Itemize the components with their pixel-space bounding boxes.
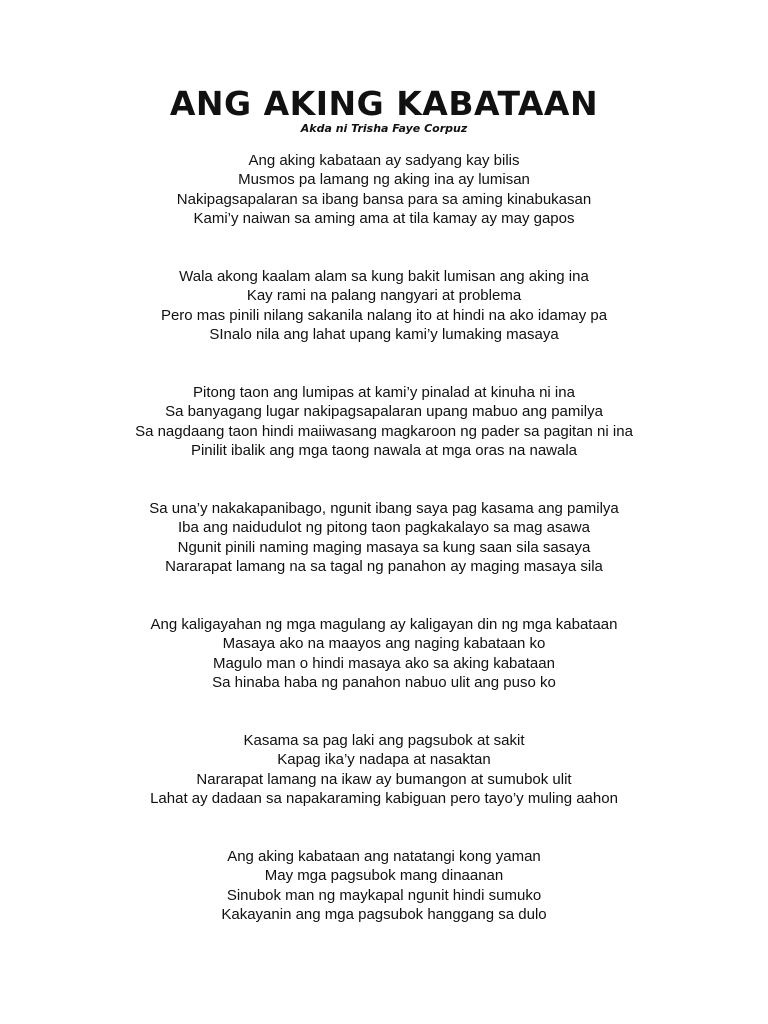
poem-line: Ngunit pinili naming maging masaya sa kung saan sila sasaya [177,538,591,556]
poem-line: Masaya ako na maayos ang naging kabataan ko [222,635,546,653]
poem-line: Magulo man o hindi masaya ako sa aking kabataan [213,654,555,672]
poem-line: Sa una’y nakakapanibago, ngunit ibang saya pag kasama ang pamilya [149,500,619,517]
stanza-2 [0,267,768,345]
poem-line: Musmos pa lamang ng aking ina ay lumisan [238,171,530,189]
stanza-4 [0,499,768,577]
poem-line: Sinubok man ng maykapal ngunit hindi sumuko [226,886,542,904]
poem-title: ANG AKING KABATAAN [169,84,599,123]
poem-line: Ang kaligayahan ng mga magulang ay kaligayan din ng mga kabataan [150,616,618,633]
poem-line: Kay rami na palang nangyari at problema [246,287,522,305]
stanza-3 [0,383,768,461]
stanza-5 [0,615,768,693]
poem-line: Kami’y naiwan sa aming ama at tila kamay ay may gapos [193,210,575,228]
stanza-1 [0,151,768,229]
poem-line: Pero mas pinili nilang sakanila nalang ito at hindi na ako idamay pa [160,306,608,324]
poem-line: Lahat ay dadaan sa napakaraming kabiguan pero tayo’y muling aahon [150,790,618,808]
poem-line: Wala akong kaalam alam sa kung bakit lumisan ang aking ina [179,268,589,285]
author-byline: Akda ni Trisha Faye Corpuz [300,122,468,135]
poem-line: Nararapat lamang na ikaw ay bumangon at sumubok ulit [196,770,572,788]
poem-line: Sa hinaba haba ng panahon nabuo ulit ang puso ko [212,674,556,692]
poem-line: Kakayanin ang mga pagsubok hanggang sa dulo [221,906,547,924]
stanza-6 [0,731,768,809]
poem-line: Kasama sa pag laki ang pagsubok at sakit [243,732,525,749]
poem-line: Sa nagdaang taon hindi maiiwasang magkaroon ng pader sa pagitan ni ina [135,422,633,440]
poem-line: SInalo nila ang lahat upang kami’y lumaking masaya [209,326,559,344]
poem-line: Sa banyagang lugar nakipagsapalaran upang mabuo ang pamilya [165,403,603,421]
poem-line: Ang aking kabataan ay sadyang kay bilis [248,152,520,169]
poem-line: Nakipagsapalaran sa ibang bansa para sa aming kinabukasan [176,190,592,208]
poem-line: Ang aking kabataan ang natatangi kong yaman [227,848,541,865]
poem-line: Pitong taon ang lumipas at kami’y pinalad at kinuha ni ina [193,384,575,401]
poem-line: Iba ang naidudulot ng pitong taon pagkakalayo sa mag asawa [178,519,590,537]
stanza-7 [0,847,768,925]
poem-line: Kapag ika’y nadapa at nasaktan [277,751,491,769]
poem-line: Nararapat lamang na sa tagal ng panahon ay maging masaya sila [165,558,603,576]
poem-line: Pinilit ibalik ang mga taong nawala at mga oras na nawala [190,442,578,460]
poem-line: May mga pagsubok mang dinaanan [264,867,504,885]
